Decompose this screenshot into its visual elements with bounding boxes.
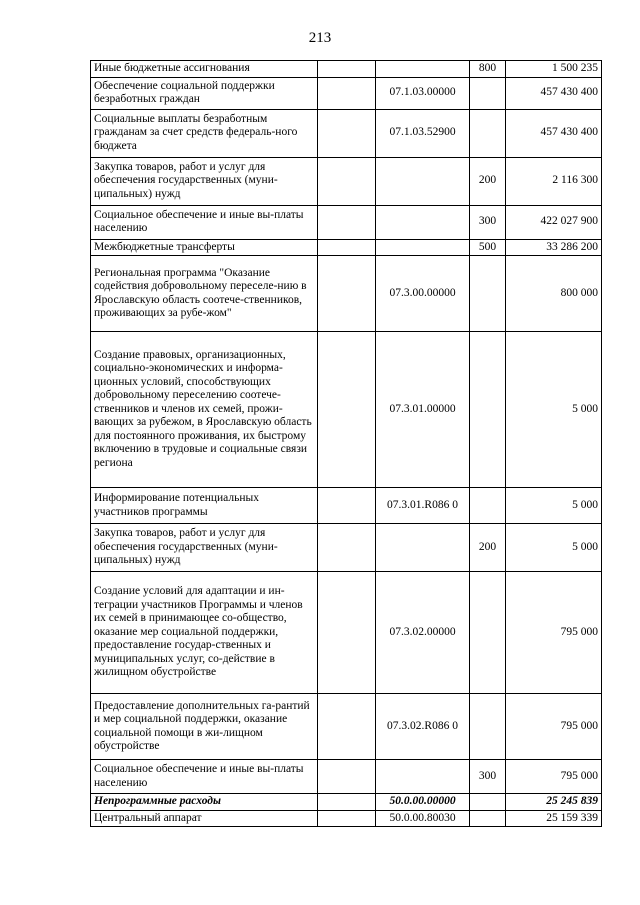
table-row [91,488,602,524]
row-amount: 795 000 [506,694,602,760]
empty-cell [318,109,376,157]
empty-cell [318,794,376,811]
empty-cell [318,205,376,239]
row-amount: 422 027 900 [506,205,602,239]
empty-cell [318,694,376,760]
row-amount: 2 116 300 [506,157,602,205]
row-amount: 5 000 [506,524,602,572]
row-code [376,760,470,794]
table-row [91,109,602,157]
row-code: 07.3.02.00000 [376,572,470,694]
row-type: 800 [470,61,506,78]
row-amount: 457 430 400 [506,77,602,109]
row-name: Закупка товаров, работ и услуг для обеспечения государственных (муни-ципальных) нужд [91,524,318,572]
empty-cell [318,256,376,332]
row-name: Социальное обеспечение и иные вы-платы населению [91,760,318,794]
row-amount: 800 000 [506,256,602,332]
row-amount: 795 000 [506,760,602,794]
row-type [470,77,506,109]
row-name: Социальные выплаты безработным гражданам за счет средств федераль-ного бюджета [91,109,318,157]
row-name: Создание правовых, организационных, социально-экономических и информа-ционных условий, способствующих добровольному переселению соотече-ственников и членов их семей, прожи-вающих за рубежом, в Ярославскую область для постоянного проживания, их быстрому включению в трудовые и социальные связи региона [91,332,318,488]
table-row [91,77,602,109]
row-amount: 5 000 [506,332,602,488]
row-code [376,524,470,572]
row-name: Закупка товаров, работ и услуг для обеспечения государственных (муни-ципальных) нужд [91,157,318,205]
table-row [91,332,602,488]
empty-cell [318,239,376,256]
row-type: 500 [470,239,506,256]
row-amount: 25 159 339 [506,810,602,827]
row-code [376,61,470,78]
budget-table [90,60,602,827]
row-name: Создание условий для адаптации и ин-теграции участников Программы и членов их семей в принимающее со-общество, оказание мер социальной поддержки, предоставление государ-ственных и муниципальных услуг, со-действие в жилищном обустройстве [91,572,318,694]
row-code: 07.3.01.R086 0 [376,488,470,524]
row-code: 07.1.03.00000 [376,77,470,109]
table-row [91,205,602,239]
empty-cell [318,157,376,205]
row-code: 07.3.02.R086 0 [376,694,470,760]
empty-cell [318,77,376,109]
row-amount: 33 286 200 [506,239,602,256]
row-name: Иные бюджетные ассигнования [91,61,318,78]
row-amount: 1 500 235 [506,61,602,78]
row-code [376,239,470,256]
row-name: Межбюджетные трансферты [91,239,318,256]
table-row [91,524,602,572]
empty-cell [318,760,376,794]
row-name: Обеспечение социальной поддержки безработных граждан [91,77,318,109]
row-amount: 5 000 [506,488,602,524]
table-row [91,794,602,811]
row-type: 200 [470,524,506,572]
row-code: 07.3.00.00000 [376,256,470,332]
row-type [470,694,506,760]
empty-cell [318,488,376,524]
row-name: Непрограммные расходы [91,794,318,811]
row-type [470,332,506,488]
row-amount: 457 430 400 [506,109,602,157]
table-row [91,157,602,205]
row-name: Предоставление дополнительных га-рантий и мер социальной поддержки, оказание социальной помощи в жи-лищном обустройстве [91,694,318,760]
row-type: 300 [470,760,506,794]
row-name: Информирование потенциальных участников программы [91,488,318,524]
row-type [470,810,506,827]
empty-cell [318,61,376,78]
row-code: 07.1.03.52900 [376,109,470,157]
table-row [91,239,602,256]
empty-cell [318,810,376,827]
empty-cell [318,332,376,488]
table-row [91,256,602,332]
empty-cell [318,524,376,572]
row-code: 50.0.00.00000 [376,794,470,811]
row-amount: 795 000 [506,572,602,694]
page-number: 213 [308,30,332,46]
row-code [376,157,470,205]
row-code: 07.3.01.00000 [376,332,470,488]
row-type: 200 [470,157,506,205]
row-type [470,256,506,332]
row-name: Региональная программа "Оказание содействия добровольному переселе-нию в Ярославскую область соотече-ственников, проживающих за рубе-жом" [91,256,318,332]
row-type: 300 [470,205,506,239]
table-row [91,61,602,78]
row-code: 50.0.00.80030 [376,810,470,827]
row-name: Социальное обеспечение и иные вы-платы населению [91,205,318,239]
table-row [91,810,602,827]
row-type [470,572,506,694]
table-row [91,760,602,794]
row-type [470,488,506,524]
row-amount: 25 245 839 [506,794,602,811]
table-row [91,694,602,760]
row-code [376,205,470,239]
row-type [470,794,506,811]
table-row [91,572,602,694]
row-name: Центральный аппарат [91,810,318,827]
row-type [470,109,506,157]
empty-cell [318,572,376,694]
